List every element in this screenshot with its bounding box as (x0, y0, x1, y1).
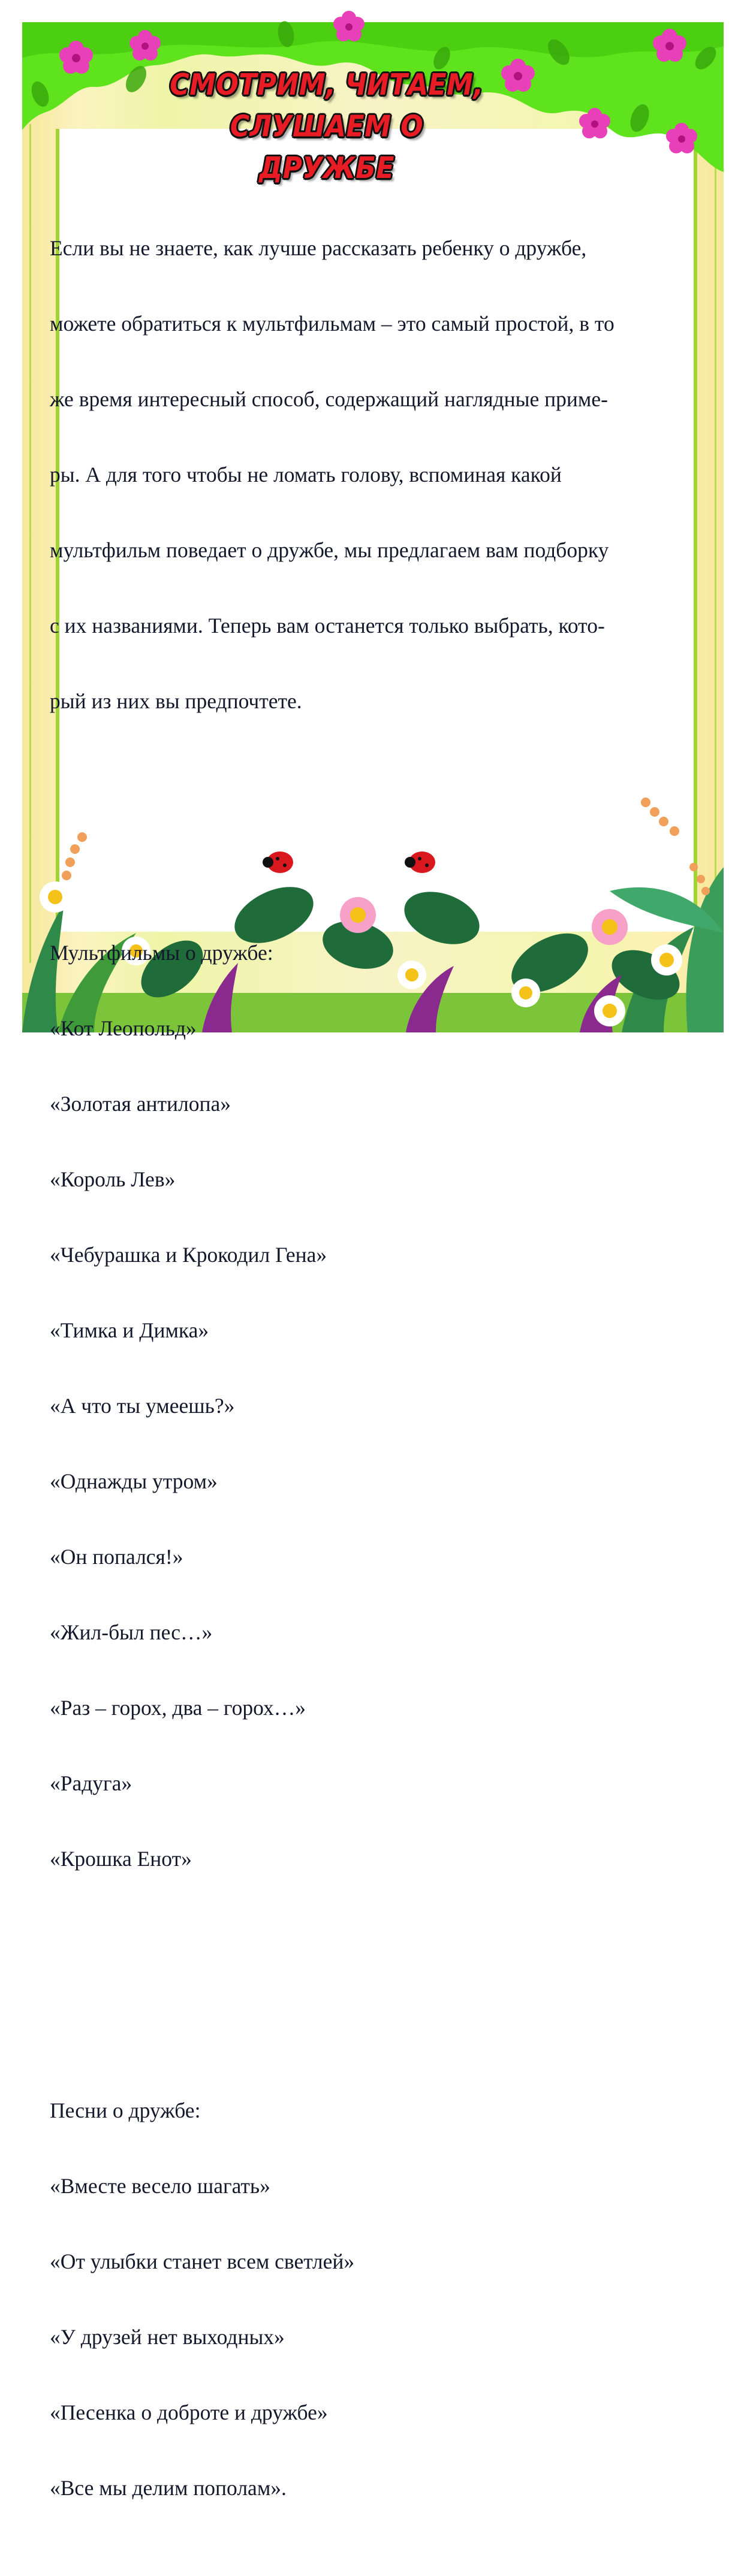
songs-heading: Песни о дружбе: (50, 2098, 201, 2122)
article-body (50, 135, 685, 2576)
cartoon-item: «Однажды утром» (50, 1469, 218, 1493)
cartoon-item: «Жил-был пес…» (50, 1620, 213, 1644)
song-item: «Вместе весело шагать» (50, 2174, 270, 2198)
song-item: «У друзей нет выходных» (50, 2325, 285, 2349)
cartoon-item: «Он попался!» (50, 1545, 183, 1569)
cartoon-item: «Тимка и Димка» (50, 1318, 209, 1342)
cartoon-item: «Радуга» (50, 1771, 132, 1795)
intro-line: с их названиями. Теперь вам останется только выбрать, кото- (50, 614, 605, 638)
spacer (50, 1972, 685, 1997)
spacer (50, 814, 685, 839)
cartoon-item: «Король Лев» (50, 1167, 176, 1191)
title-line-1: СМОТРИМ, ЧИТАЕМ, (170, 68, 484, 102)
cartoons-section (50, 890, 685, 1922)
intro-line: ры. А для того чтобы не ломать голову, вспоминая какой (50, 463, 562, 487)
cartoon-item: «Золотая антилопа» (50, 1092, 231, 1116)
song-item: «Песенка о доброте и дружбе» (50, 2400, 328, 2424)
intro-line: Если вы не знаете, как лучше рассказать ребенку о дружбе, (50, 236, 587, 260)
song-item: «Все мы делим пополам». (50, 2476, 287, 2500)
intro-line: мультфильм поведает о дружбе, мы предлагаем вам подборку (50, 538, 609, 562)
title-line-2: СЛУШАЕМ О ДРУЖБЕ (230, 109, 424, 186)
intro-line: же время интересный способ, содержащий наглядные приме- (50, 387, 608, 411)
intro-line: рый из них вы предпочтете. (50, 689, 302, 713)
cartoon-item: «Раз – горох, два – горох…» (50, 1696, 306, 1720)
song-item: «От улыбки станет всем светлей» (50, 2249, 355, 2273)
cartoons-heading: Мультфильмы о дружбе: (50, 941, 273, 965)
songs-section (50, 2047, 685, 2551)
cartoon-item: «Чебурашка и Крокодил Гена» (50, 1243, 327, 1267)
cartoon-item: «Крошка Енот» (50, 1847, 192, 1871)
cartoon-item: «Кот Леопольд» (50, 1016, 197, 1040)
cartoon-item: «А что ты умеешь?» (50, 1394, 235, 1418)
intro-line: можете обратиться к мультфильмам – это самый простой, в то (50, 312, 615, 336)
intro-paragraph (50, 185, 685, 764)
